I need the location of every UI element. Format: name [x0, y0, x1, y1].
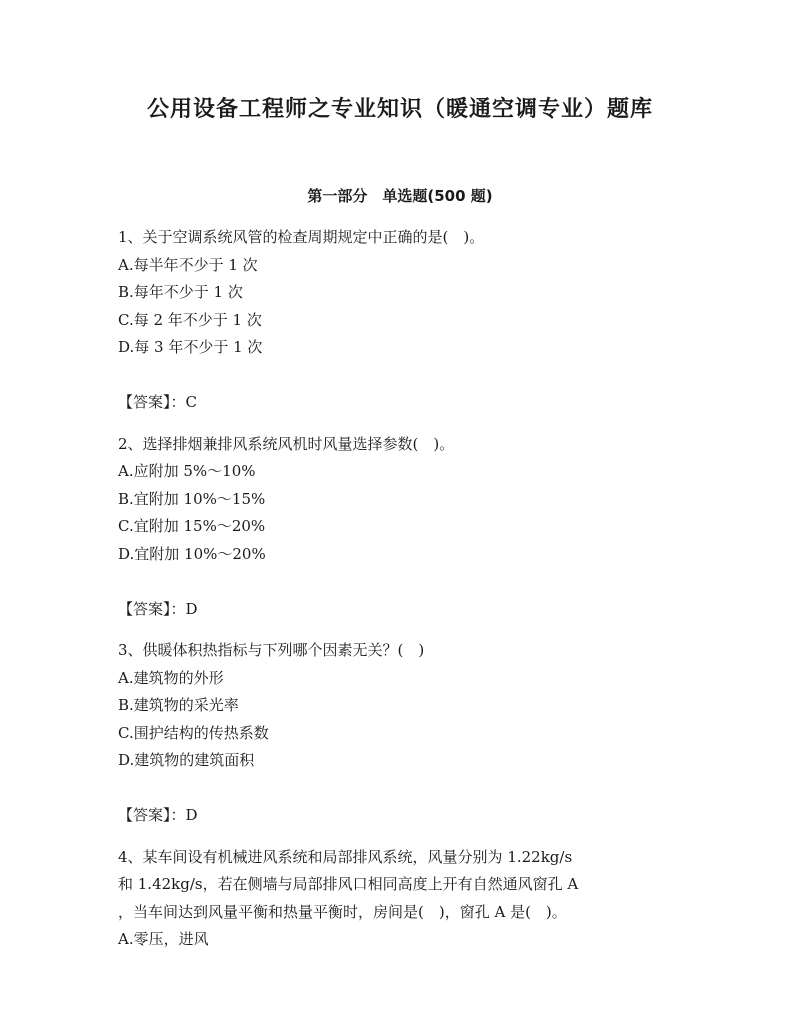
question-4	[118, 844, 678, 954]
question-stem: 1、关于空调系统风管的检查周期规定中正确的是( )。	[118, 228, 485, 246]
question-3	[118, 637, 678, 830]
option-a: A.应附加 5%～10%	[118, 462, 256, 480]
option-c: C.每 2 年不少于 1 次	[118, 310, 262, 329]
option-c: C.宜附加 15%～20%	[118, 517, 266, 535]
question-stem: 2、选择排烟兼排风系统风机时风量选择参数( )。	[118, 434, 455, 453]
option-b: B.宜附加 10%～15%	[118, 489, 266, 508]
option-c: C.围护结构的传热系数	[118, 723, 269, 742]
question-stem: 3、供暖体积热指标与下列哪个因素无关？( )	[118, 641, 425, 659]
question-stem-line-1: 4、某车间设有机械进风系统和局部排风系统，风量分别为 1.22kg/s	[118, 847, 573, 866]
option-b: B.每年不少于 1 次	[118, 283, 243, 301]
option-a: A.零压，进风	[118, 930, 209, 948]
option-a: A.每半年不少于 1 次	[118, 255, 258, 274]
question-1	[118, 224, 678, 417]
question-stem-line-2: 和 1.42kg/s，若在侧墙与局部排风口相同高度上开有自然通风窗孔 A	[118, 875, 579, 893]
option-b: B.建筑物的采光率	[118, 696, 239, 714]
question-stem-line-3: ，当车间达到风量平衡和热量平衡时，房间是( )，窗孔 A 是( )。	[118, 902, 567, 921]
document-title: 公用设备工程师之专业知识（暖通空调专业）题库	[146, 97, 653, 122]
option-d: D.建筑物的建筑面积	[118, 751, 255, 769]
option-a: A.建筑物的外形	[118, 668, 224, 687]
question-2	[118, 431, 678, 624]
option-d: D.每 3 年不少于 1 次	[118, 338, 263, 356]
answer-line: 【答案】：D	[118, 599, 198, 618]
option-d: D.宜附加 10%～20%	[118, 544, 266, 563]
question-list	[118, 224, 678, 954]
answer-line: 【答案】：D	[118, 806, 198, 824]
section-heading: 第一部分 单选题(500 题)	[307, 187, 493, 205]
answer-line: 【答案】：C	[118, 393, 197, 411]
